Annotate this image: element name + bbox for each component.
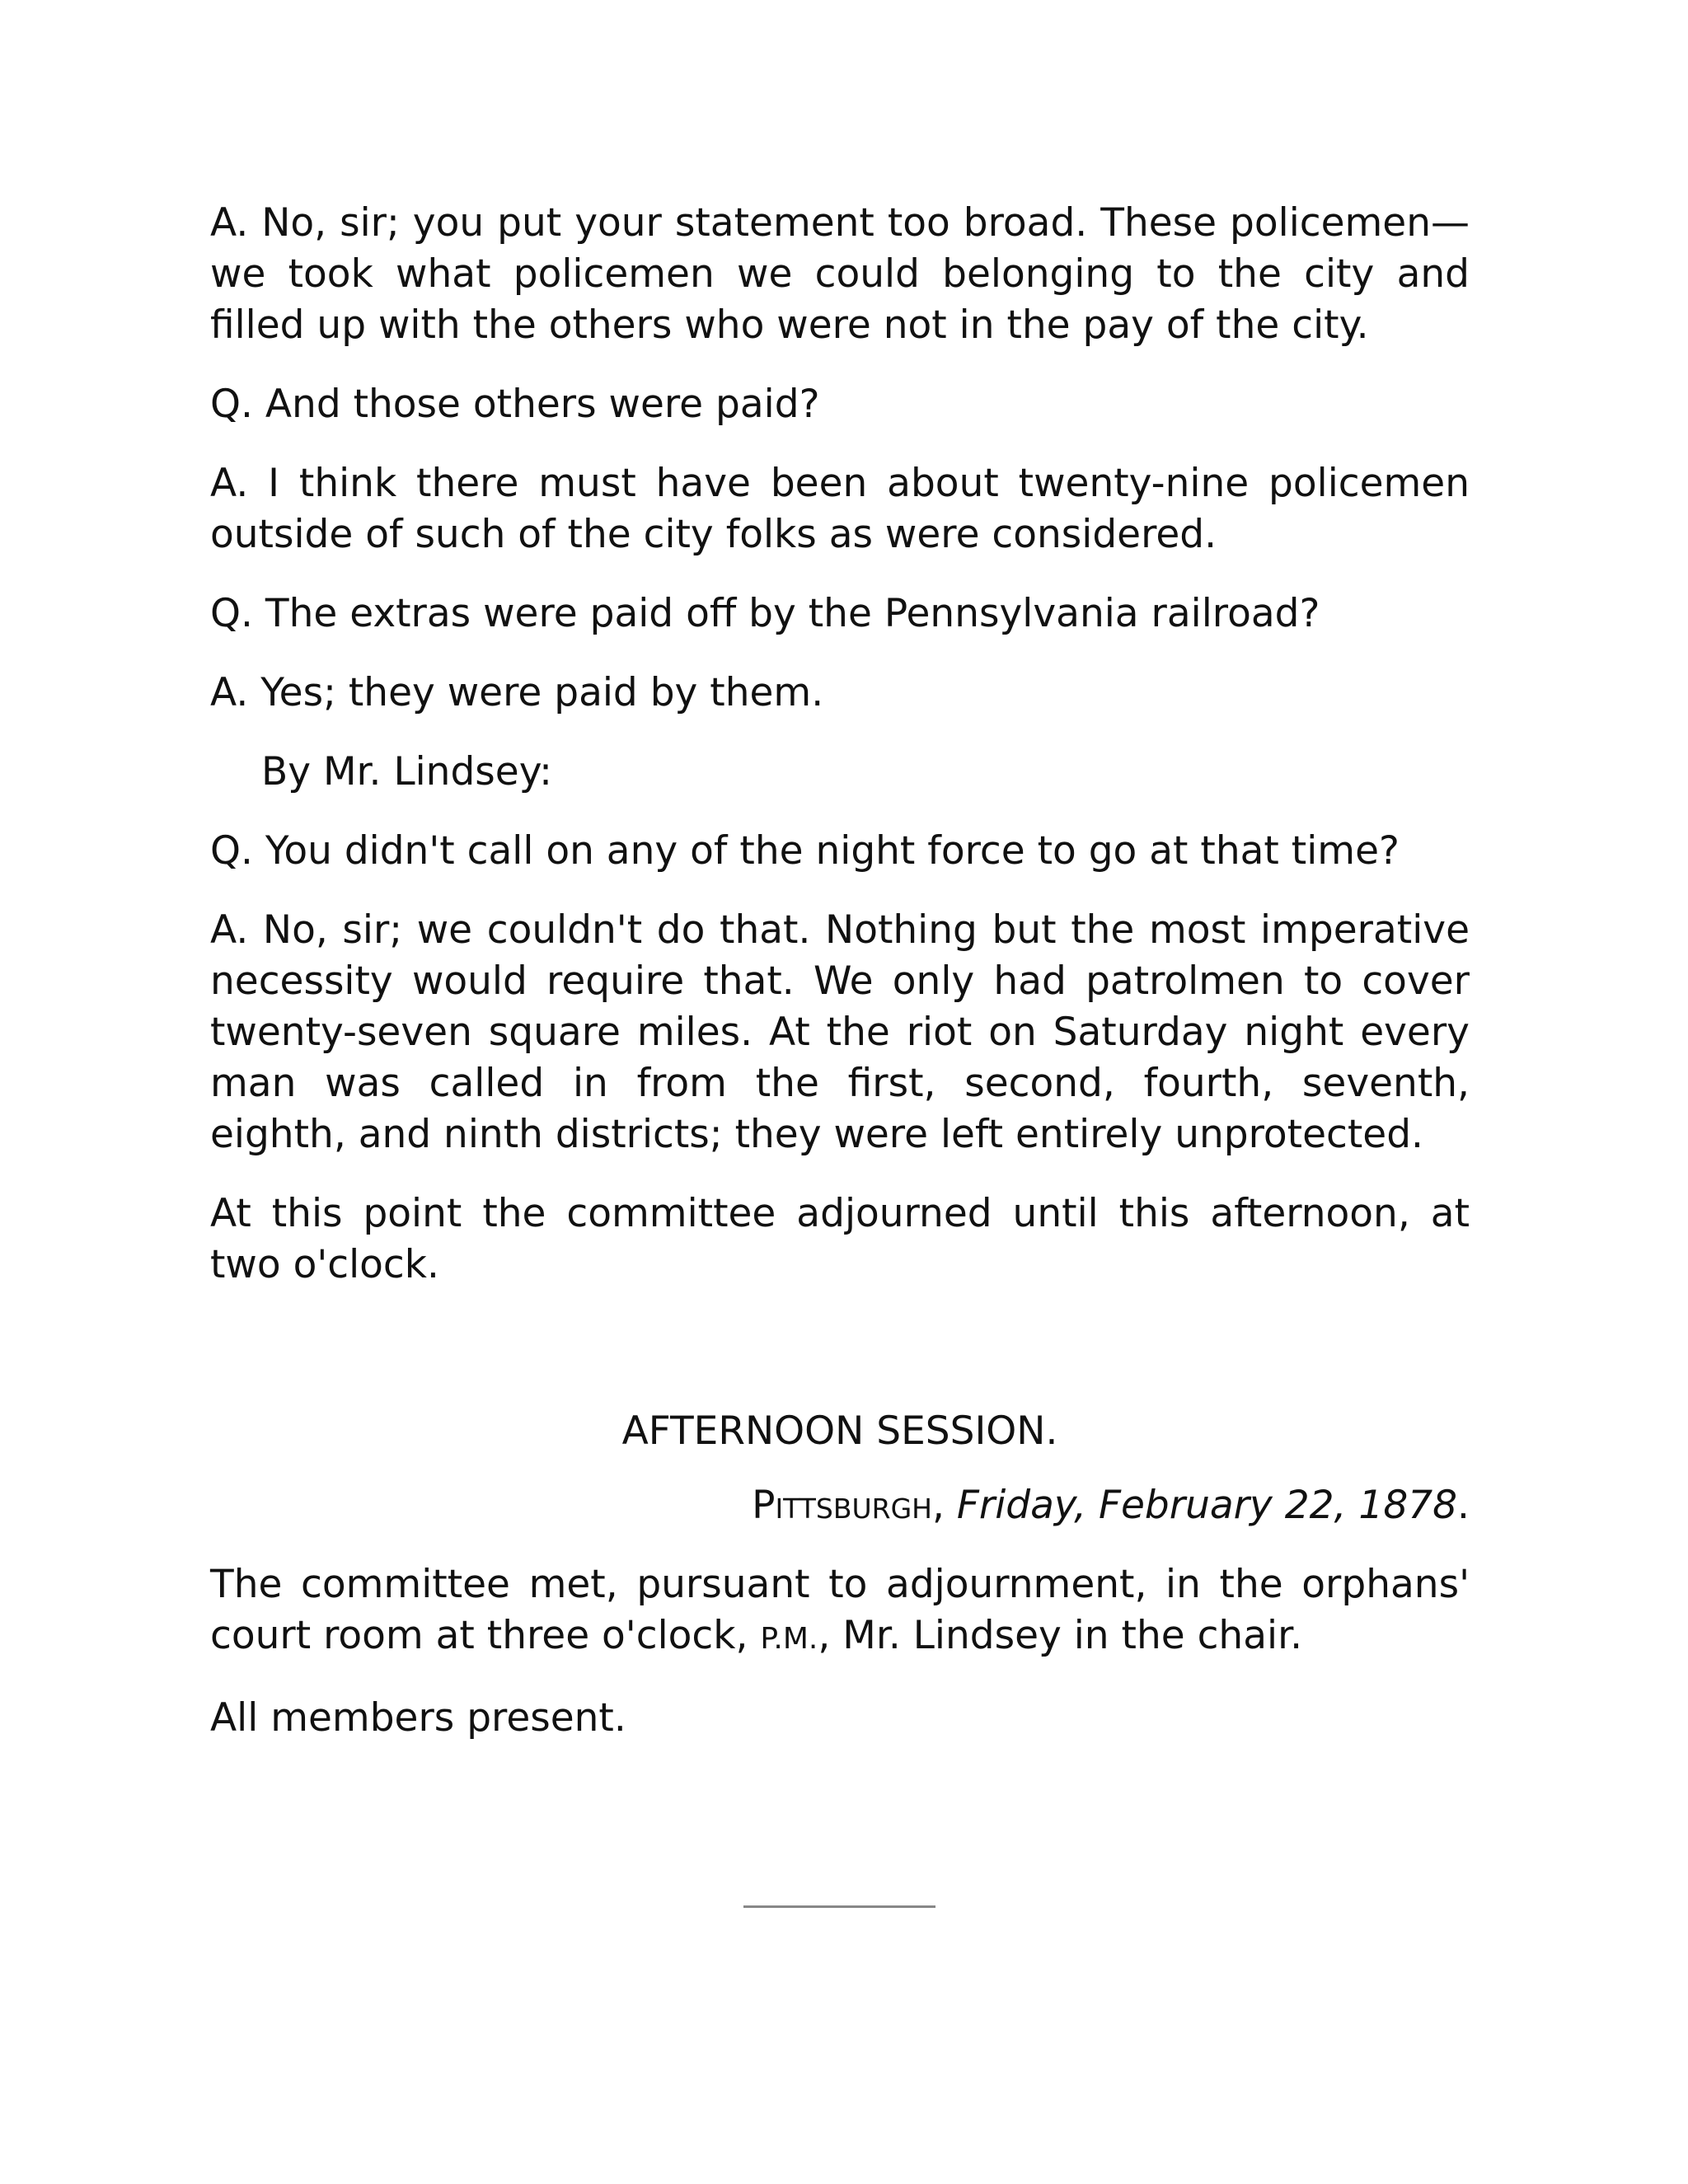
time-abbreviation: P.M. [760,1622,818,1656]
question-paragraph: Q. You didn't call on any of the night force to go at that time? [210,828,1400,874]
examiner-line: By Mr. Lindsey: [261,749,552,794]
document-page [210,198,1470,1772]
session-heading: AFTERNOON SESSION. [621,1408,1058,1454]
answer-paragraph: A. No, sir; we couldn't do that. Nothing but the most imperative necessity would require that. We only had patrolmen to cover twenty-seven square miles. At the riot on Saturday night every man was called in from the first, second, fourth, seventh, eighth, and ninth districts; they were left entirely unprotected. [210,907,1470,1157]
session-opening-text: The committee met, pursuant to adjournment, in the orphans' court room at three o'clock, [210,1562,1470,1658]
question-paragraph: Q. And those others were paid? [210,382,820,427]
dateline [210,1480,1470,1531]
adjournment-paragraph: At this point the committee adjourned until this afternoon, at two o'clock. [210,1191,1470,1287]
answer-paragraph: A. Yes; they were paid by them. [210,670,824,715]
dateline-end: . [1457,1483,1470,1528]
answer-paragraph: A. No, sir; you put your statement too broad. These policemen—we took what policemen we could belonging to the city and filled up with the others who were not in the pay of the city. [210,200,1470,348]
dateline-separator: , [931,1483,957,1528]
section-divider [743,1905,935,1908]
dateline-date: Friday, February 22, 1878 [956,1483,1458,1528]
session-opening-paragraph [210,1559,1470,1665]
question-paragraph: Q. The extras were paid off by the Pennsylvania railroad? [210,591,1320,636]
answer-paragraph: A. I think there must have been about twenty-nine policemen outside of such of the city folks as were considered. [210,461,1470,557]
session-opening-text-end: , Mr. Lindsey in the chair. [818,1613,1303,1658]
dateline-place: Pittsburgh [752,1483,932,1528]
attendance-paragraph: All members present. [210,1695,626,1741]
